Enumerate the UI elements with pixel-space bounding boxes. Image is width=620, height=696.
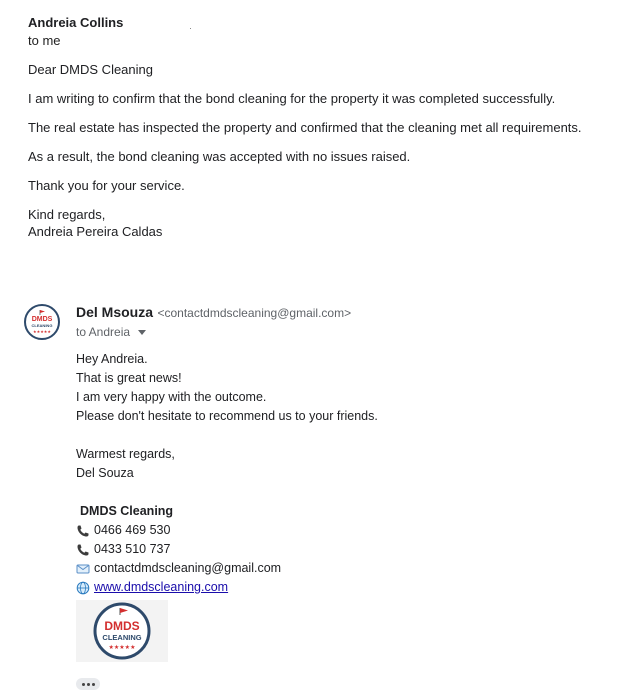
signature: Del Souza xyxy=(76,466,134,480)
dmds-logo-icon xyxy=(76,600,168,662)
recipient-label: to Andreia xyxy=(76,325,131,339)
globe-icon xyxy=(76,581,90,595)
reply-body xyxy=(76,350,596,662)
signoff: Warmest regards, xyxy=(76,447,175,461)
company-logo xyxy=(76,600,168,662)
divider-dot xyxy=(190,28,191,29)
body-line: I am very happy with the outcome. xyxy=(76,390,267,404)
recipient-line[interactable] xyxy=(76,325,596,339)
phone-number[interactable]: 0466 469 530 xyxy=(94,523,171,537)
phone-icon xyxy=(76,524,90,538)
phone-row xyxy=(76,521,596,540)
signature: Andreia Pereira Caldas xyxy=(28,224,163,239)
avatar-logo-subtext: CLEANING xyxy=(31,323,53,328)
email-row xyxy=(76,559,596,578)
body-line: Hey Andreia. xyxy=(76,352,148,366)
recipient-line[interactable]: to me xyxy=(28,33,61,48)
logo-text: DMDS xyxy=(104,619,140,633)
sender-email[interactable]: <contactdmdscleaning@gmail.com> xyxy=(157,306,352,320)
phone-row xyxy=(76,540,596,559)
dmds-logo-icon xyxy=(26,306,58,338)
svg-text:★★★★★: ★★★★★ xyxy=(33,329,51,334)
avatar-logo-text: DMDS xyxy=(31,316,53,323)
message-original xyxy=(28,14,618,240)
body-paragraph: I am writing to confirm that the bond cleaning for the property it was completed successfully. xyxy=(28,91,556,106)
website-link[interactable]: www.dmdscleaning.com xyxy=(94,580,229,594)
logo-subtext: CLEANING xyxy=(102,633,142,642)
body-line: That is great news! xyxy=(76,371,182,385)
more-icon xyxy=(82,683,85,686)
body-paragraph: As a result, the bond cleaning was accepted with no issues raised. xyxy=(28,149,411,164)
sender-name[interactable]: Andreia Collins xyxy=(28,15,124,30)
website-row xyxy=(76,578,596,597)
greeting: Dear DMDS Cleaning xyxy=(28,62,153,77)
company-name: DMDS Cleaning xyxy=(80,504,174,518)
body-paragraph: Thank you for your service. xyxy=(28,178,185,193)
svg-text:★★★★★: ★★★★★ xyxy=(108,645,136,651)
reply-header xyxy=(76,304,596,339)
phone-icon xyxy=(76,543,90,557)
show-trimmed-content-button[interactable] xyxy=(76,678,100,690)
signoff: Kind regards, xyxy=(28,207,106,222)
sender-name[interactable]: Del Msouza xyxy=(76,304,154,320)
email-address[interactable]: contactdmdscleaning@gmail.com xyxy=(94,561,282,575)
body-paragraph: The real estate has inspected the property and confirmed that the cleaning met all requirements. xyxy=(28,120,582,135)
email-icon xyxy=(76,562,90,576)
phone-number[interactable]: 0433 510 737 xyxy=(94,542,171,556)
chevron-down-icon[interactable] xyxy=(138,330,146,335)
avatar[interactable] xyxy=(24,304,60,340)
body-line: Please don't hesitate to recommend us to your friends. xyxy=(76,409,378,423)
